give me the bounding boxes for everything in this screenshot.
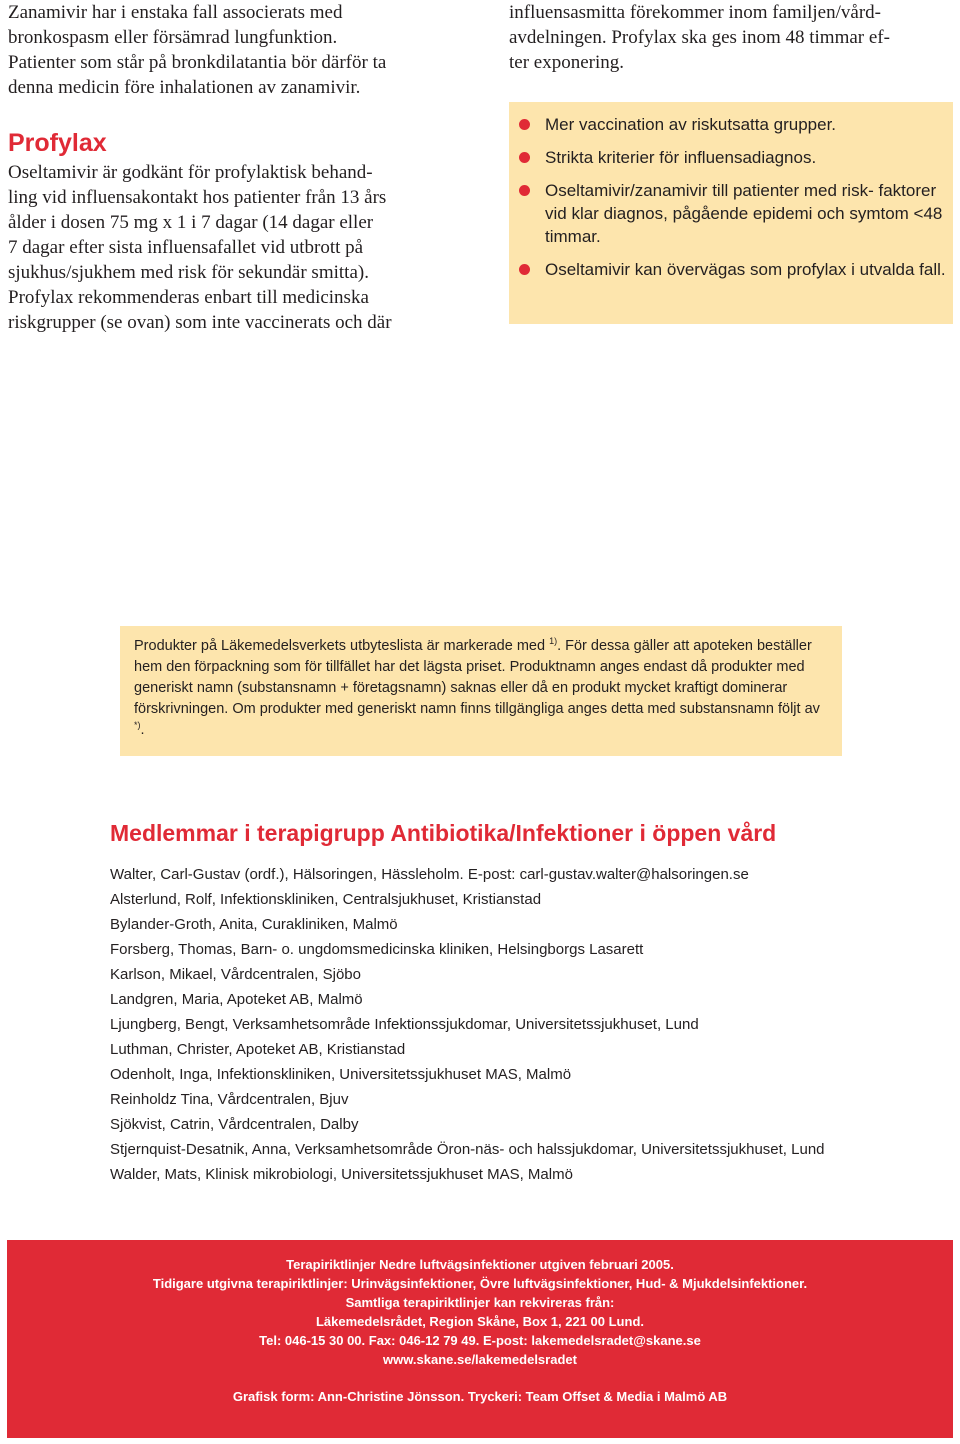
summary-item-text: Mer vaccination av riskutsatta grupper. [545, 115, 837, 134]
member-item: Forsberg, Thomas, Barn- o. ungdomsmedicinska kliniken, Helsingborgs Lasarett [110, 941, 644, 958]
member-item: Karlson, Mikael, Vårdcentralen, Sjöbo [110, 966, 361, 983]
bullet-dot-icon [519, 185, 530, 196]
continuation-line: ter exponering. [509, 52, 625, 73]
continuation-line: influensasmitta förekommer inom familjen/vård- [509, 2, 881, 23]
summary-item [519, 179, 953, 248]
member-item: Landgren, Maria, Apoteket AB, Malmö [110, 991, 363, 1008]
member-item: Bylander-Groth, Anita, Curakliniken, Malmö [110, 916, 398, 933]
member-item: Stjernquist-Desatnik, Anna, Verksamhetsområde Öron-näs- och halssjukdomar, Universitetssjukhuset, Lund [110, 1141, 825, 1158]
note-text: Produkter på Läkemedelsverkets utbyteslista är markerade med [134, 638, 550, 654]
member-item: Alsterlund, Rolf, Infektionskliniken, Centralsjukhuset, Kristianstad [110, 891, 542, 908]
note-text: . För dessa gäller att apoteken beställer hem den förpackning som för tillfället har det lägsta priset. Produktnamn anges endast då produkter med generiskt namn (substansnamn + företagsnamn) saknas eller då en produkt mycket kraftigt dominerar förskrivningen. Om produkter med generiskt namn finns tillgängliga anges detta med substansnamn följt av [134, 638, 820, 717]
continuation-line: avdelningen. Profylax ska ges inom 48 timmar ef- [509, 27, 890, 48]
profylax-line: 7 dagar efter sista influensafallet vid utbrott på [8, 237, 364, 258]
member-item: Ljungberg, Bengt, Verksamhetsområde Infektionssjukdomar, Universitetssjukhuset, Lund [110, 1016, 699, 1033]
note-text: . [140, 722, 145, 738]
footer-line: Tidigare utgivna terapiriktlinjer: Urinvägsinfektioner, Övre luftvägsinfektioner, Hud- & Mjukdelsinfektioner. [152, 1276, 808, 1291]
summary-box [509, 102, 953, 324]
summary-item [519, 258, 953, 281]
intro-line: Patienter som står på bronkdilatantia bör därför ta [8, 52, 387, 73]
member-item: Reinholdz Tina, Vårdcentralen, Bjuv [110, 1091, 349, 1108]
intro-line: Zanamivir har i enstaka fall associerats med [8, 2, 343, 23]
intro-line: bronkospasm eller försämrad lungfunktion. [8, 27, 338, 48]
bullet-dot-icon [519, 264, 530, 275]
profylax-line: ling vid influensakontakt hos patienter från 13 års [8, 187, 387, 208]
profylax-line: sjukhus/sjukhem med risk för sekundär smitta). [8, 262, 369, 283]
bullet-dot-icon [519, 152, 530, 163]
intro-line: denna medicin före inhalationen av zanamivir. [8, 77, 361, 98]
member-item: Walter, Carl-Gustav (ordf.), Hälsoringen, Hässleholm. E-post: carl-gustav.walter@halsoringen.se [110, 866, 749, 883]
summary-item [519, 146, 953, 169]
note-superscript: 1) [549, 636, 558, 647]
profylax-paragraph [8, 160, 448, 335]
members-section [110, 818, 910, 1187]
member-item: Odenholt, Inga, Infektionskliniken, Universitetssjukhuset MAS, Malmö [110, 1066, 572, 1083]
note-superscript: *) [134, 720, 141, 731]
bullet-dot-icon [519, 119, 530, 130]
member-item: Sjökvist, Catrin, Vårdcentralen, Dalby [110, 1116, 359, 1133]
members-list [110, 862, 910, 1187]
profylax-line: Profylax rekommenderas enbart till medicinska [8, 287, 369, 308]
members-title: Medlemmar i terapigrupp Antibiotika/Infektioner i öppen vård [110, 820, 777, 846]
footer-banner [7, 1240, 953, 1438]
member-item: Luthman, Christer, Apoteket AB, Kristianstad [110, 1041, 406, 1058]
intro-paragraph [8, 0, 448, 100]
profylax-line: riskgrupper (se ovan) som inte vaccinerats och där [8, 312, 392, 333]
summary-item-text: Strikta kriterier för influensadiagnos. [545, 148, 817, 167]
footer-credit: Grafisk form: Ann-Christine Jönsson. Tryckeri: Team Offset & Media i Malmö AB [232, 1389, 728, 1404]
footer-line: Terapiriktlinjer Nedre luftvägsinfektioner utgiven februari 2005. [286, 1257, 674, 1272]
continuation-paragraph [509, 0, 949, 75]
summary-list [519, 113, 953, 281]
summary-item-text: Oseltamivir/zanamivir till patienter med risk- faktorer vid klar diagnos, pågående epidemi och symtom <48 timmar. [545, 181, 943, 246]
footer-line: Samtliga terapiriktlinjer kan rekvireras från: [345, 1295, 615, 1310]
right-column [509, 0, 949, 75]
footer-line: Tel: 046-15 30 00. Fax: 046-12 79 49. E-post: lakemedelsradet@skane.se [259, 1333, 701, 1348]
footer-line: Läkemedelsrådet, Region Skåne, Box 1, 221 00 Lund. [315, 1314, 644, 1329]
profylax-line: Oseltamivir är godkänt för profylaktisk behand- [8, 162, 373, 183]
note-box [120, 626, 842, 756]
summary-item-text: Oseltamivir kan övervägas som profylax i utvalda fall. [545, 260, 946, 279]
footer-line: www.skane.se/lakemedelsradet [383, 1352, 577, 1367]
summary-item [519, 113, 953, 136]
member-item: Walder, Mats, Klinisk mikrobiologi, Universitetssjukhuset MAS, Malmö [110, 1166, 573, 1183]
left-column [8, 0, 448, 335]
profylax-heading: Profylax [8, 129, 107, 157]
profylax-line: ålder i dosen 75 mg x 1 i 7 dagar (14 dagar eller [8, 212, 374, 233]
